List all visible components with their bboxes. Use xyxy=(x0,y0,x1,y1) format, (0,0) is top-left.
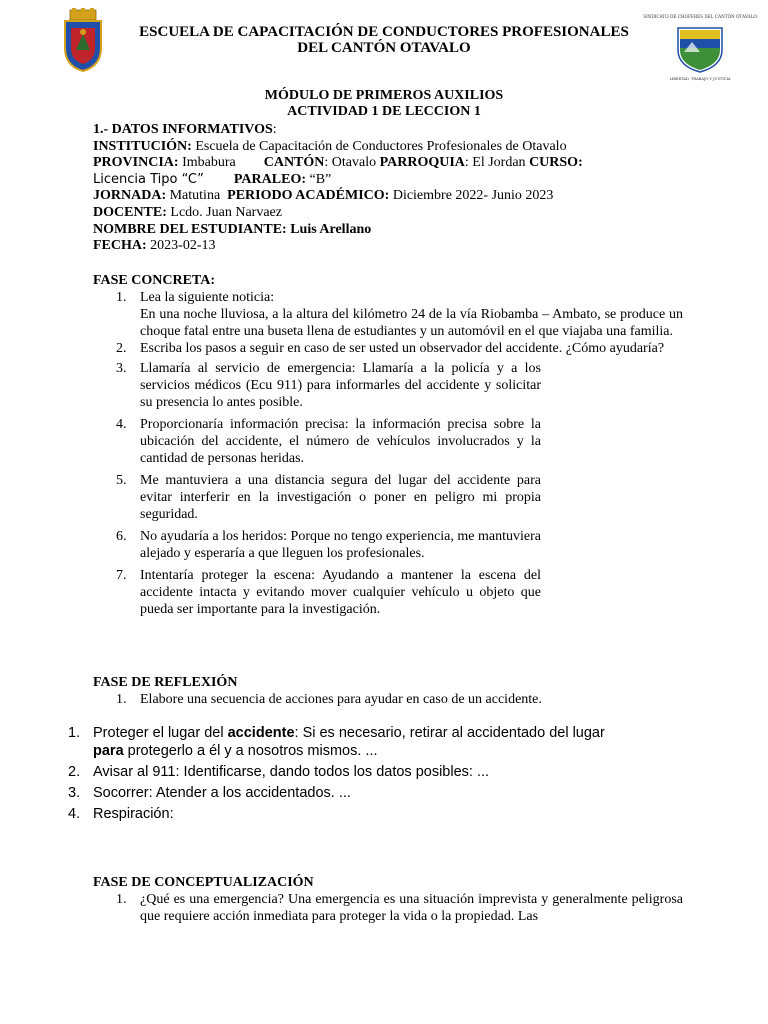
list-item-text: Socorrer: Atender a los accidentados. ... xyxy=(93,785,351,801)
institucion-line xyxy=(93,139,693,156)
fase-concreta-section xyxy=(93,272,683,618)
curso-label: CURSO: xyxy=(529,155,583,171)
fase-concreta-title: FASE CONCRETA: xyxy=(93,273,215,288)
fecha-value: 2023-02-13 xyxy=(146,238,216,254)
list-item xyxy=(93,416,541,467)
list-item xyxy=(68,724,628,760)
fecha-line xyxy=(93,238,693,255)
list-item-text: Avisar al 911: Identificarse, dando todos los datos posibles: ... xyxy=(93,764,490,780)
list-item-number: 3. xyxy=(68,785,81,801)
provincia-value: Imbabura xyxy=(178,155,236,171)
datos-informativos xyxy=(93,122,693,255)
otavalo-coat-of-arms-icon xyxy=(62,8,104,72)
provincia-line xyxy=(93,155,693,172)
bold-word-accidente: accidente xyxy=(227,725,295,741)
list-item-number: 2. xyxy=(68,764,81,780)
info-heading-colon: : xyxy=(272,122,277,137)
list-item-number: 1. xyxy=(116,892,127,907)
list-item xyxy=(93,340,683,357)
list-item-number: 3. xyxy=(116,361,127,376)
fase-reflexion-list xyxy=(93,691,683,708)
school-title xyxy=(110,24,658,56)
news-text: En una noche lluviosa, a la altura del kilómetro 24 de la vía Riobamba – Ambato, se produce un choque fatal entre una buseta llena de estudiantes y un automóvil en el que viajaba una familia. xyxy=(140,307,683,339)
fase-conceptualizacion-list xyxy=(93,891,683,925)
list-item xyxy=(93,691,683,708)
jornada-line xyxy=(93,188,693,205)
institucion-value: Escuela de Capacitación de Conductores Profesionales de Otavalo xyxy=(191,138,567,154)
periodo-value: Diciembre 2022- Junio 2023 xyxy=(389,188,554,204)
periodo-label: PERIODO ACADÉMICO: xyxy=(227,188,390,204)
fecha-label: FECHA: xyxy=(93,238,147,254)
canton-label: CANTÓN xyxy=(263,155,325,171)
list-item xyxy=(68,805,628,823)
docente-value: Lcdo. Juan Narvaez xyxy=(166,204,282,220)
list-item-text xyxy=(93,724,628,760)
list-item-number: 6. xyxy=(116,529,127,544)
list-item-text: Lea la siguiente noticia: xyxy=(140,290,275,305)
list-item xyxy=(93,891,683,925)
list-item-text: Elabore una secuencia de acciones para ayudar en caso de un accidente. xyxy=(140,692,542,707)
fase-reflexion-title: FASE DE REFLEXIÓN xyxy=(93,675,238,690)
parroquia-label: PARROQUIA xyxy=(379,155,465,171)
text-run: : Si es necesario, retirar al accidentado del lugar xyxy=(294,725,605,741)
list-item xyxy=(93,567,541,618)
list-item-number: 2. xyxy=(116,341,127,356)
estudiante-line: NOMBRE DEL ESTUDIANTE: Luis Arellano xyxy=(93,221,372,237)
docente-line xyxy=(93,205,693,222)
bold-word-para: para xyxy=(93,743,124,759)
school-title-line1: ESCUELA DE CAPACITACIÓN DE CONDUCTORES PROFESIONALES xyxy=(139,24,629,40)
list-item-text: No ayudaría a los heridos: Porque no tengo experiencia, me mantuviera alejado y esperaría a que lleguen los profesionales. xyxy=(140,529,541,561)
logo-bottom-text: LIBERTAD, TRABAJO Y JUSTICIA xyxy=(669,77,731,81)
list-item xyxy=(93,289,683,340)
module-heading xyxy=(200,88,568,120)
docente-label: DOCENTE: xyxy=(93,204,167,220)
parroquia-value: : El Jordan xyxy=(464,155,526,171)
list-item-number: 5. xyxy=(116,473,127,488)
school-title-line2: DEL CANTÓN OTAVALO xyxy=(297,40,471,56)
fase-concreta-answers xyxy=(93,360,541,618)
fase-conceptualizacion-section xyxy=(93,874,683,925)
provincia-label: PROVINCIA: xyxy=(93,155,179,171)
logo-top-text: SINDICATO DE CHOFERES DEL CANTÓN OTAVALO xyxy=(643,14,757,19)
text-run: protegerlo a él y a nosotros mismos. ... xyxy=(123,743,378,759)
jornada-label: JORNADA: xyxy=(93,188,167,204)
list-item-text: Escriba los pasos a seguir en caso de ser usted un observador del accidente. ¿Cómo ayudaría? xyxy=(140,341,665,356)
info-heading-label: 1.- DATOS INFORMATIVOS xyxy=(93,122,273,137)
list-item-number: 4. xyxy=(68,806,81,822)
list-item-text: Me mantuviera a una distancia segura del lugar del accidente para evitar interferir en la investigación o poner en peligro mi propia seguridad. xyxy=(140,473,541,522)
list-item xyxy=(93,528,541,562)
list-item-text: Respiración: xyxy=(93,806,174,822)
info-heading xyxy=(93,122,693,139)
fase-reflexion-section xyxy=(93,674,683,708)
paraleo-value: “B” xyxy=(306,171,332,187)
text-run: Proteger el lugar del xyxy=(93,725,228,741)
list-item-text: Proporcionaría información precisa: la información precisa sobre la ubicación del accidente, el número de vehículos involucrados y la cantidad de personas heridas. xyxy=(140,417,541,466)
canton-value: : Otavalo xyxy=(324,155,377,171)
list-item xyxy=(68,784,628,802)
list-item-number: 1. xyxy=(68,725,81,741)
module-title: MÓDULO DE PRIMEROS AUXILIOS xyxy=(264,88,504,103)
list-item-text: ¿Qué es una emergencia? Una emergencia es una situación imprevista y generalmente peligrosa que requiere acción inmediata para proteger la vida o la propiedad. Las xyxy=(140,892,683,924)
licencia-value: Licencia Tipo “C” xyxy=(93,171,204,187)
institucion-label: INSTITUCIÓN: xyxy=(93,138,192,154)
list-item-number: 7. xyxy=(116,568,127,583)
jornada-value: Matutina xyxy=(166,188,221,204)
activity-title: ACTIVIDAD 1 DE LECCION 1 xyxy=(287,104,481,119)
sindicato-choferes-logo-icon xyxy=(643,12,757,82)
licencia-line xyxy=(93,172,693,189)
fase-concreta-list xyxy=(93,289,683,357)
list-item xyxy=(93,360,541,411)
list-item-number: 1. xyxy=(116,692,127,707)
list-item-number: 4. xyxy=(116,417,127,432)
fase-conceptualizacion-title: FASE DE CONCEPTUALIZACIÓN xyxy=(93,875,314,890)
list-item-text: Llamaría al servicio de emergencia: Llamaría a la policía y a los servicios médicos (Ecu 911) para informarles del accidente y solicitar su presencia lo antes posible. xyxy=(140,361,541,410)
list-item-number: 1. xyxy=(116,290,127,305)
acciones-list xyxy=(68,724,628,826)
paraleo-label: PARALEO: xyxy=(233,171,306,187)
list-item-text: Intentaría proteger la escena: Ayudando a mantener la escena del accidente intacta y evitando mover cualquier vehículo u objeto que pueda ser importante para la investigación. xyxy=(140,568,541,617)
list-item xyxy=(93,472,541,523)
list-item xyxy=(68,763,628,781)
